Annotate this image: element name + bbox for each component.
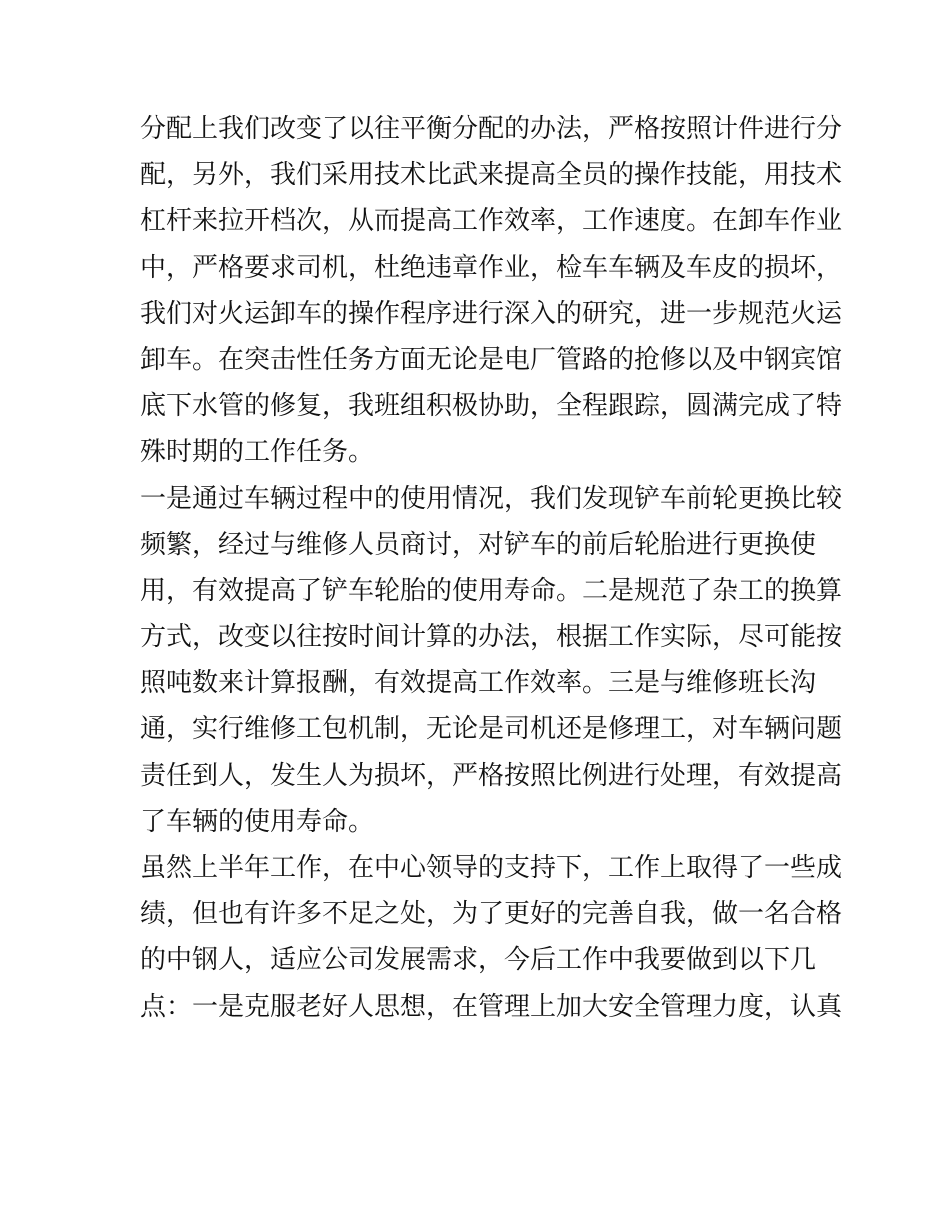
paragraph-line: 我们对火运卸车的操作程序进行深入的研究，进一步规范火运 xyxy=(140,298,843,329)
paragraph-1 xyxy=(140,106,843,476)
paragraph-line: 方式，改变以往按时间计算的办法，根据工作实际，尽可能按 xyxy=(140,622,843,653)
paragraph-line: 底下水管的修复，我班组积极协助，全程跟踪，圆满完成了特 xyxy=(140,391,843,422)
paragraph-line: 点：一是克服老好人思想，在管理上加大安全管理力度，认真 xyxy=(140,991,843,1022)
paragraph-line: 频繁，经过与维修人员商讨，对铲车的前后轮胎进行更换使 xyxy=(140,529,817,560)
paragraph-line: 配，另外，我们采用技术比武来提高全员的操作技能，用技术 xyxy=(140,160,843,191)
document-body xyxy=(140,106,843,1030)
paragraph-2 xyxy=(140,476,843,846)
paragraph-line: 责任到人，发生人为损坏，严格按照比例进行处理，有效提高 xyxy=(140,760,843,791)
paragraph-line: 的中钢人，适应公司发展需求，今后工作中我要做到以下几 xyxy=(140,945,817,976)
paragraph-line: 一是通过车辆过程中的使用情况，我们发现铲车前轮更换比较 xyxy=(140,483,843,514)
paragraph-line: 中，严格要求司机，杜绝违章作业，检车车辆及车皮的损坏， xyxy=(140,252,843,283)
paragraph-line: 了车辆的使用寿命。 xyxy=(140,806,375,837)
paragraph-line: 分配上我们改变了以往平衡分配的办法，严格按照计件进行分 xyxy=(140,114,843,144)
paragraph-line: 虽然上半年工作，在中心领导的支持下，工作上取得了一些成 xyxy=(140,853,843,883)
paragraph-line: 照吨数来计算报酬，有效提高工作效率。三是与维修班长沟 xyxy=(140,668,817,699)
paragraph-line: 卸车。在突击性任务方面无论是电厂管路的抢修以及中钢宾馆 xyxy=(140,344,843,375)
paragraph-line: 杠杆来拉开档次，从而提高工作效率，工作速度。在卸车作业 xyxy=(140,206,843,237)
paragraph-line: 用，有效提高了铲车轮胎的使用寿命。二是规范了杂工的换算 xyxy=(140,575,843,606)
paragraph-line: 绩，但也有许多不足之处，为了更好的完善自我，做一名合格 xyxy=(140,899,843,930)
paragraph-line: 殊时期的工作任务。 xyxy=(140,437,375,468)
paragraph-line: 通，实行维修工包机制，无论是司机还是修理工，对车辆问题 xyxy=(140,714,843,745)
paragraph-3 xyxy=(140,845,843,1030)
